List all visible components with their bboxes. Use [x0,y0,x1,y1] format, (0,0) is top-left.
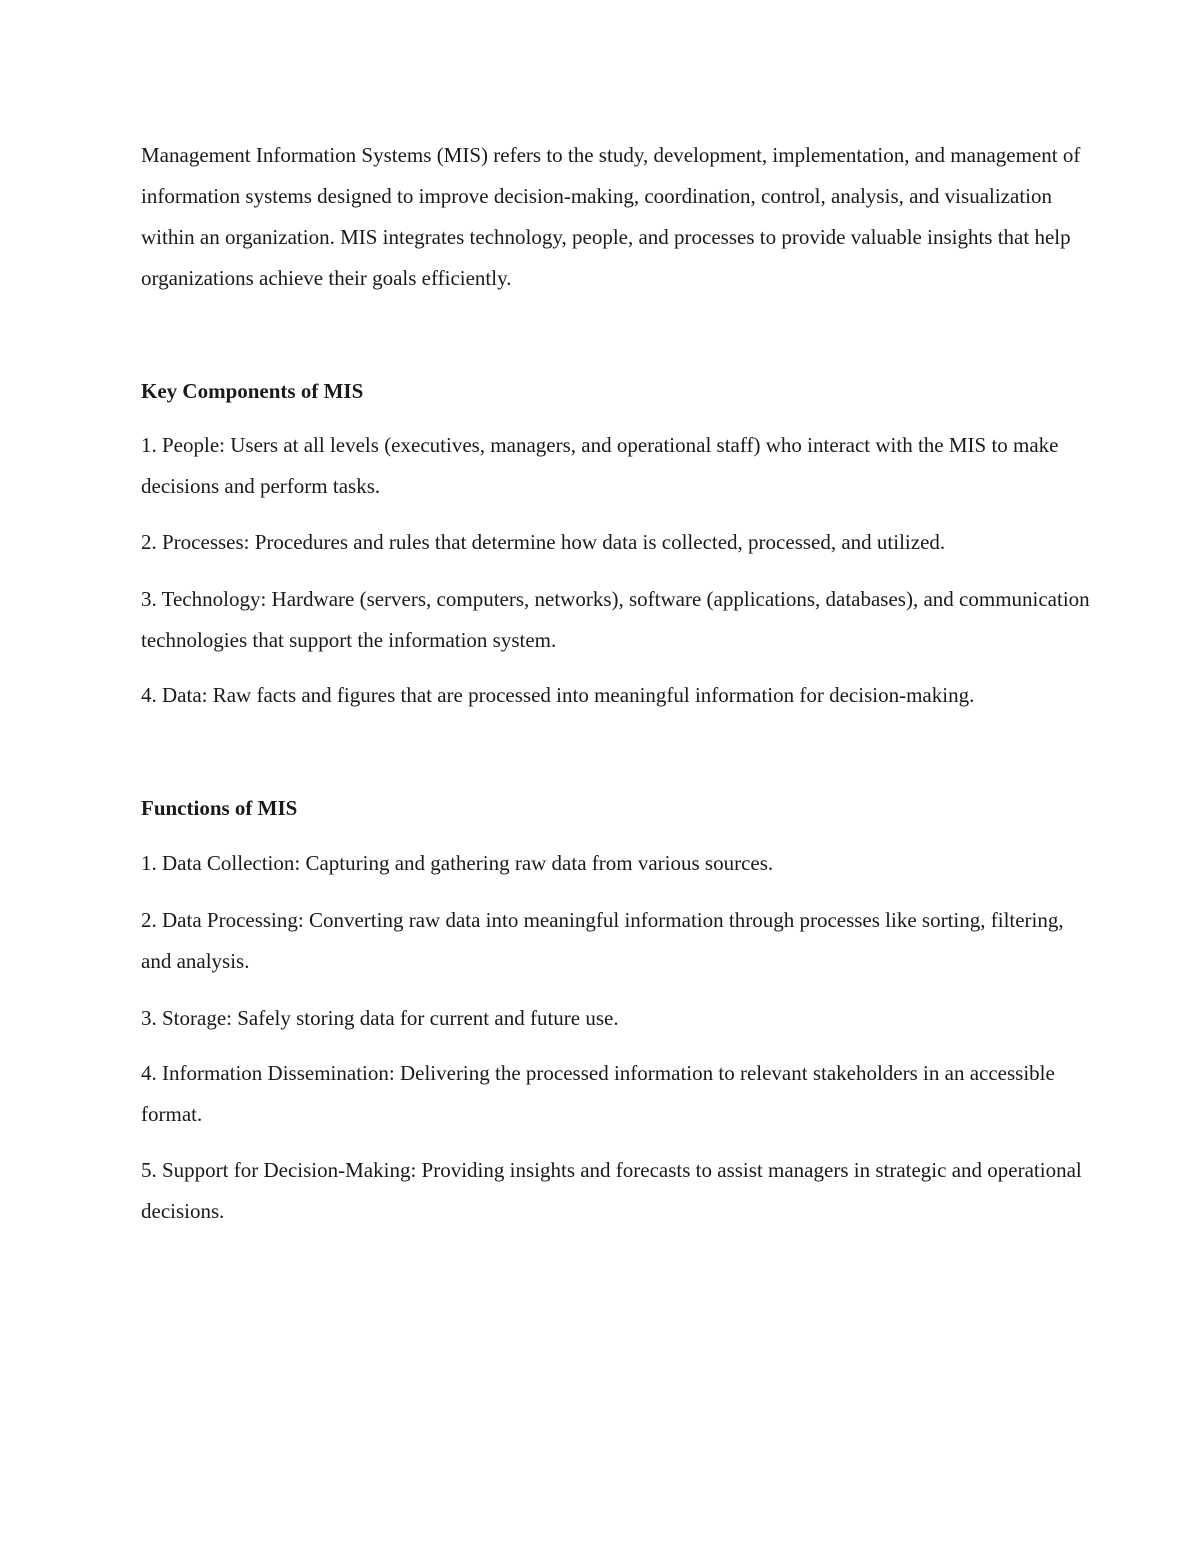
function-item-data-processing: 2. Data Processing: Converting raw data into meaningful information through processes like sorting, filtering, and analysis. [141,908,1064,973]
section-heading-functions: Functions of MIS [141,796,298,820]
function-item-information-dissemination: 4. Information Dissemination: Delivering the processed information to relevant stakeholders in an accessible format. [141,1061,1055,1126]
intro-paragraph: Management Information Systems (MIS) refers to the study, development, implementation, and management of information systems designed to improve decision-making, coordination, control, analysis, and visualization within an organization. MIS integrates technology, people, and processes to provide valuable insights that help organizations achieve their goals efficiently. [141,143,1081,290]
component-item-technology: 3. Technology: Hardware (servers, computers, networks), software (applications, databases), and communication technologies that support the information system. [141,587,1090,652]
function-item-decision-support: 5. Support for Decision-Making: Providing insights and forecasts to assist managers in strategic and operational decisions. [141,1158,1082,1223]
component-item-people: 1. People: Users at all levels (executives, managers, and operational staff) who interact with the MIS to make decisions and perform tasks. [141,433,1059,498]
function-item-storage: 3. Storage: Safely storing data for current and future use. [141,1006,619,1030]
section-heading-key-components: Key Components of MIS [141,379,364,403]
component-item-processes: 2. Processes: Procedures and rules that determine how data is collected, processed, and utilized. [141,530,946,554]
component-item-data: 4. Data: Raw facts and figures that are processed into meaningful information for decision-making. [141,683,975,707]
function-item-data-collection: 1. Data Collection: Capturing and gathering raw data from various sources. [141,851,774,875]
